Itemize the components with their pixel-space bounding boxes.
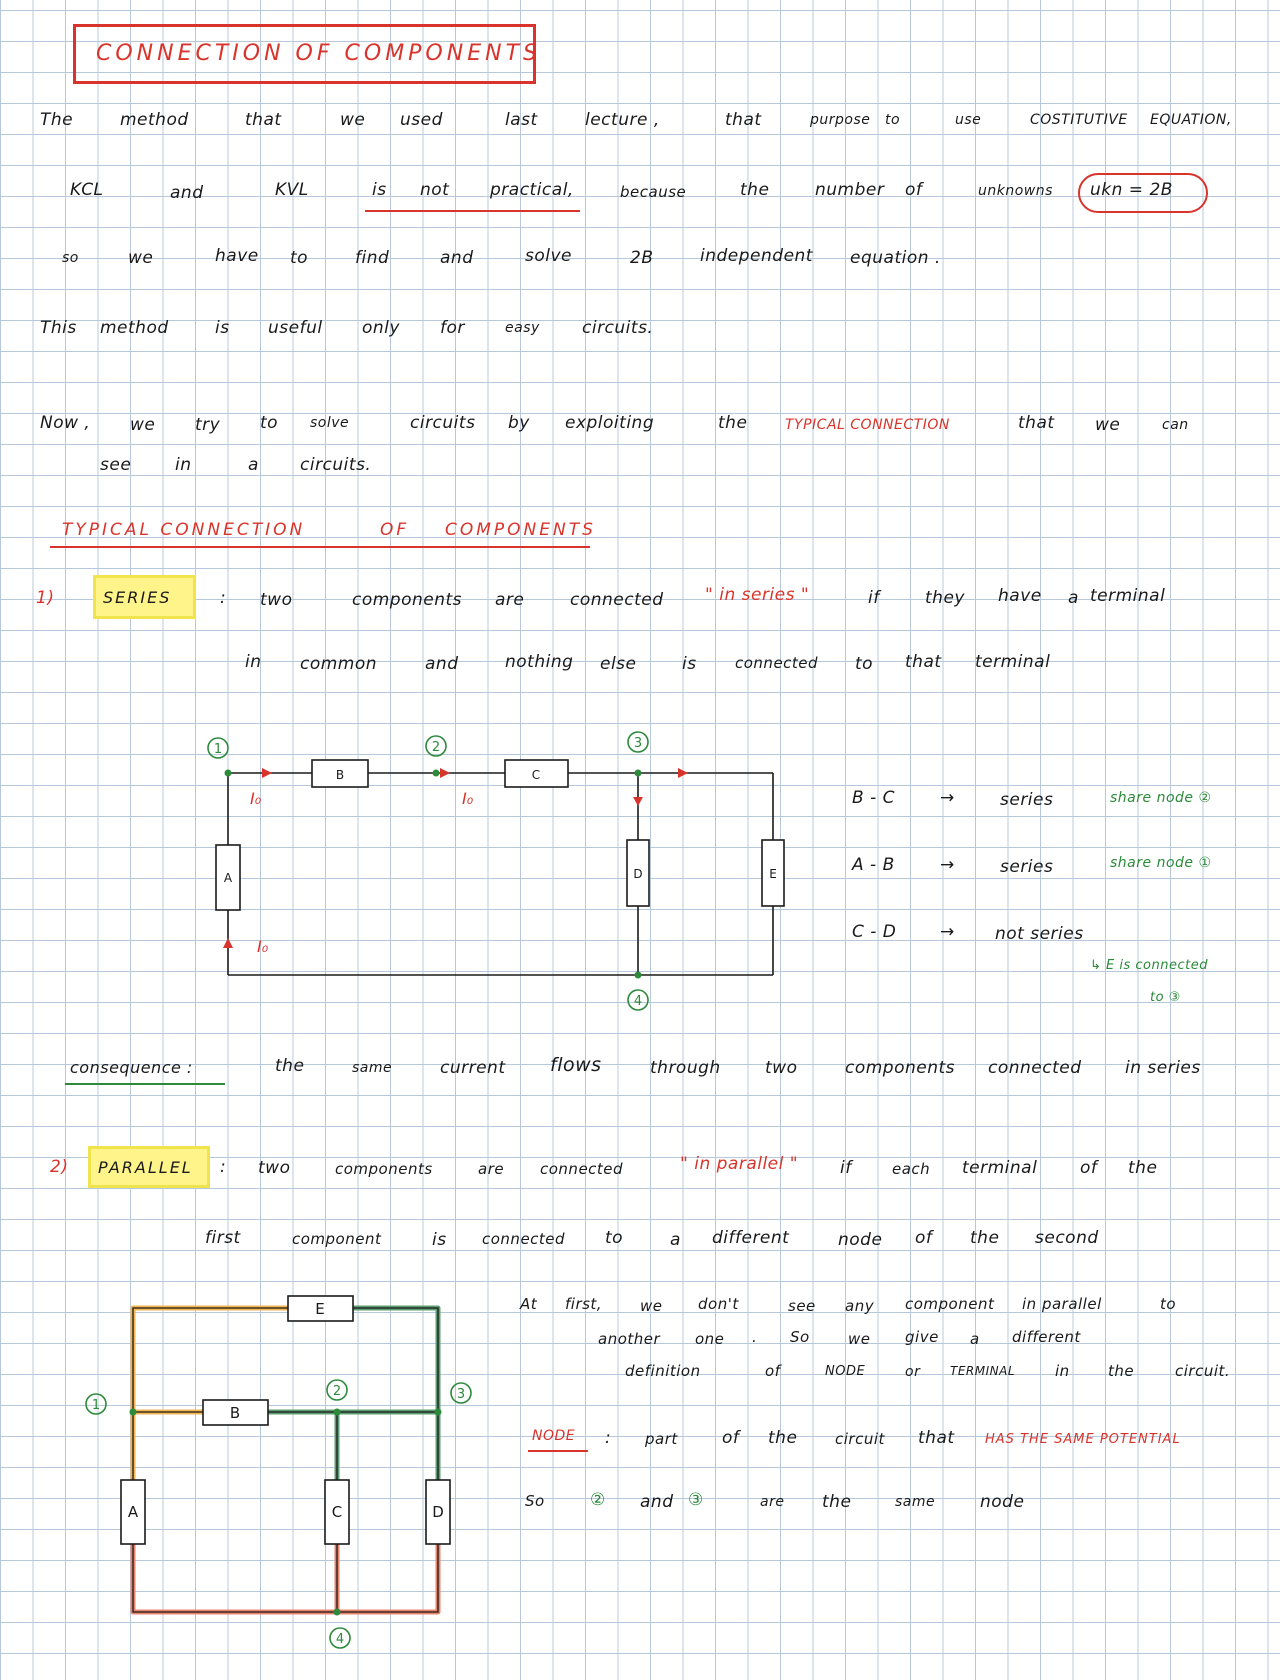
word: circuits. — [300, 455, 372, 475]
word: give — [905, 1328, 939, 1346]
node-dot — [130, 1409, 137, 1416]
component-label: A — [223, 871, 233, 885]
word: second — [1035, 1228, 1099, 1248]
word: connected — [482, 1230, 566, 1248]
word: independent — [700, 246, 813, 266]
node-label: 2 — [431, 740, 441, 755]
word: to — [1160, 1295, 1177, 1313]
word: equation . — [850, 248, 941, 268]
node-dot — [334, 1409, 341, 1416]
word: of — [765, 1362, 781, 1380]
current-label: I₀ — [257, 937, 269, 956]
word: purpose — [810, 112, 871, 128]
current-label: I₀ — [250, 789, 262, 808]
colon: : — [605, 1428, 612, 1448]
cd-note: ↳ E is connected — [1090, 958, 1208, 973]
word: through — [650, 1058, 721, 1078]
word: terminal — [962, 1158, 1038, 1178]
word: solve — [525, 246, 573, 266]
word: by — [508, 413, 530, 433]
section-heading-red: TYPICAL CONNECTION — [62, 520, 306, 540]
section-heading-of: OF — [380, 520, 410, 540]
arrow-icon: → — [940, 788, 955, 808]
series-number: 1) — [36, 588, 55, 608]
word: any — [845, 1297, 875, 1315]
word: can — [1162, 417, 1189, 433]
word: This — [40, 318, 77, 338]
word: only — [362, 318, 400, 338]
word: to — [855, 654, 874, 674]
word: components — [352, 590, 463, 610]
word: components — [845, 1058, 956, 1078]
section-heading-red-2: COMPONENTS — [445, 520, 596, 540]
word: the — [740, 180, 770, 200]
word: unknowns — [978, 183, 1053, 199]
node-label: 2 — [332, 1384, 342, 1399]
word: two — [765, 1058, 798, 1078]
word: component — [905, 1295, 995, 1313]
series-label: SERIES — [103, 588, 172, 607]
word: see — [788, 1297, 816, 1315]
word: to — [290, 248, 309, 268]
word: of — [722, 1428, 740, 1448]
node-label: 1 — [91, 1398, 101, 1413]
word: we — [128, 248, 154, 268]
word: is — [682, 654, 697, 674]
pair-name: C - D — [852, 922, 897, 942]
parallel-label: PARALLEL — [98, 1158, 193, 1177]
word: of — [905, 180, 923, 200]
typical-connection-red: TYPICAL CONNECTION — [785, 417, 950, 433]
word: terminal — [1090, 586, 1166, 606]
in-series-red: " in series " — [705, 585, 810, 605]
pair-note: share node ① — [1110, 855, 1212, 871]
word: useful — [268, 318, 323, 338]
word: a — [970, 1330, 980, 1348]
word: is — [372, 180, 387, 200]
word: the — [718, 413, 748, 433]
word: number — [815, 180, 885, 200]
word: that — [1018, 413, 1055, 433]
in-parallel-red: " in parallel " — [680, 1154, 799, 1174]
word: component — [292, 1230, 382, 1248]
word: TERMINAL — [950, 1364, 1016, 1378]
component-label: C — [531, 768, 541, 782]
word: two — [260, 590, 293, 610]
pair-result: series — [1000, 857, 1054, 877]
word: they — [925, 588, 965, 608]
component-label: B — [229, 1404, 241, 1422]
pair-result: series — [1000, 790, 1054, 810]
word: that — [905, 652, 942, 672]
word: and — [170, 183, 204, 203]
word: exploiting — [565, 413, 655, 433]
word: a — [1068, 588, 1079, 608]
node-label: 3 — [633, 736, 643, 751]
word: is — [432, 1230, 447, 1250]
word: are — [478, 1160, 505, 1178]
word: are — [760, 1494, 785, 1510]
word: the — [1128, 1158, 1158, 1178]
word: KCL — [70, 180, 104, 200]
page-title: CONNECTION OF COMPONENTS — [96, 41, 541, 66]
word: terminal — [975, 652, 1051, 672]
word: or — [905, 1364, 921, 1380]
word: COSTITUTIVE — [1030, 112, 1128, 128]
word: method — [100, 318, 169, 338]
component-label: B — [335, 768, 345, 782]
word: part — [645, 1430, 678, 1448]
wire — [133, 1308, 288, 1480]
colon: : — [220, 588, 227, 608]
word: common — [300, 654, 378, 674]
node-label: 4 — [633, 994, 643, 1009]
word: to — [260, 413, 279, 433]
word: in parallel — [1022, 1295, 1102, 1313]
word: of — [915, 1228, 933, 1248]
word: circuit — [835, 1430, 885, 1448]
word: don't — [698, 1295, 739, 1313]
word: Now , — [40, 413, 91, 433]
word: circuits. — [582, 318, 654, 338]
word: the — [275, 1056, 305, 1076]
cd-note: to ③ — [1150, 990, 1181, 1005]
word: else — [600, 654, 637, 674]
component-label: D — [633, 867, 643, 881]
current-label: I₀ — [462, 789, 474, 808]
word: so — [62, 250, 79, 266]
word: we — [640, 1297, 663, 1315]
word: current — [440, 1058, 506, 1078]
word: have — [998, 586, 1042, 606]
node-def-label: NODE — [532, 1428, 576, 1444]
word: the — [822, 1492, 852, 1512]
pair-result: not series — [995, 924, 1084, 944]
word: and — [425, 654, 459, 674]
word: node — [980, 1492, 1025, 1512]
word: have — [215, 246, 259, 266]
arrow-icon: → — [940, 922, 955, 942]
word: and — [640, 1492, 674, 1512]
word: and — [440, 248, 474, 268]
word: NODE — [825, 1364, 866, 1379]
word: we — [1095, 415, 1121, 435]
word: that — [245, 110, 282, 130]
word: flows — [550, 1054, 602, 1076]
word: we — [130, 415, 156, 435]
parallel-number: 2) — [50, 1157, 69, 1177]
word: the — [1108, 1362, 1135, 1380]
word: 2B — [630, 248, 654, 268]
node-ref: ② — [590, 1490, 606, 1510]
word: try — [195, 415, 221, 435]
word: connected — [735, 654, 819, 672]
word: are — [495, 590, 525, 610]
word: to — [605, 1228, 624, 1248]
word: solve — [310, 415, 350, 431]
word: same — [352, 1060, 393, 1076]
word: So — [790, 1328, 810, 1346]
word: different — [1012, 1328, 1081, 1346]
word: circuits — [410, 413, 476, 433]
word: of — [1080, 1158, 1098, 1178]
word: last — [505, 110, 538, 130]
pair-name: A - B — [852, 855, 895, 875]
word: . — [752, 1328, 758, 1346]
word: At — [520, 1295, 538, 1313]
word: components — [335, 1160, 433, 1178]
word: connected — [988, 1058, 1082, 1078]
word: in — [245, 652, 262, 672]
word: a — [670, 1230, 681, 1250]
green-wire — [353, 1308, 438, 1480]
node-label: 3 — [456, 1387, 466, 1402]
word: for — [440, 318, 465, 338]
component-label: C — [331, 1503, 343, 1521]
colon: : — [220, 1157, 227, 1177]
node-label: 4 — [335, 1632, 345, 1647]
word: to — [885, 112, 901, 128]
word: in — [1055, 1362, 1070, 1380]
word: lecture , — [585, 110, 660, 130]
wire — [353, 1308, 438, 1480]
word: use — [955, 112, 982, 128]
word: in — [175, 455, 192, 475]
node-label: 1 — [213, 742, 223, 757]
word: if — [868, 588, 880, 608]
word: same — [895, 1494, 936, 1510]
word: another — [598, 1330, 661, 1348]
node-ref: ③ — [688, 1490, 704, 1510]
component-label: A — [127, 1503, 139, 1521]
unknowns-expression: ukn = 2B — [1090, 180, 1173, 200]
word: practical, — [490, 180, 574, 200]
pair-name: B - C — [852, 788, 895, 808]
word: circuit. — [1175, 1362, 1231, 1380]
word: each — [892, 1160, 931, 1178]
component-label: E — [315, 1300, 325, 1318]
node-dot — [334, 1609, 341, 1616]
word: EQUATION, — [1150, 112, 1232, 128]
word: So — [525, 1492, 545, 1510]
word: see — [100, 455, 132, 475]
word: we — [340, 110, 366, 130]
word: connected — [540, 1160, 624, 1178]
word: used — [400, 110, 443, 130]
word: a — [248, 455, 259, 475]
word: node — [838, 1230, 883, 1250]
word: The — [40, 110, 74, 130]
word: KVL — [275, 180, 309, 200]
word: two — [258, 1158, 291, 1178]
word: that — [725, 110, 762, 130]
word: the — [768, 1428, 798, 1448]
component-label: E — [769, 867, 777, 881]
word: not — [420, 180, 450, 200]
wire — [133, 1544, 438, 1612]
word: first — [205, 1228, 241, 1248]
word: nothing — [505, 652, 574, 672]
word: find — [355, 248, 390, 268]
pair-note: share node ② — [1110, 790, 1212, 806]
node-def-underline — [528, 1450, 588, 1452]
word: connected — [570, 590, 664, 610]
word: different — [712, 1228, 790, 1248]
word: because — [620, 183, 687, 201]
word: easy — [505, 320, 540, 336]
same-potential-red: HAS THE SAME POTENTIAL — [985, 1432, 1181, 1447]
word: in series — [1125, 1058, 1201, 1078]
component-label: D — [432, 1503, 444, 1521]
word: one — [695, 1330, 725, 1348]
arrow-icon: → — [940, 855, 955, 875]
word: definition — [625, 1362, 701, 1380]
word: first, — [565, 1295, 603, 1313]
orange-wire — [133, 1308, 288, 1480]
word: method — [120, 110, 189, 130]
word: if — [840, 1158, 852, 1178]
red-wire — [133, 1544, 438, 1612]
word: we — [848, 1330, 871, 1348]
word: the — [970, 1228, 1000, 1248]
node-dot — [435, 1409, 442, 1416]
consequence-label: consequence : — [70, 1058, 193, 1077]
word: is — [215, 318, 230, 338]
word: that — [918, 1428, 955, 1448]
